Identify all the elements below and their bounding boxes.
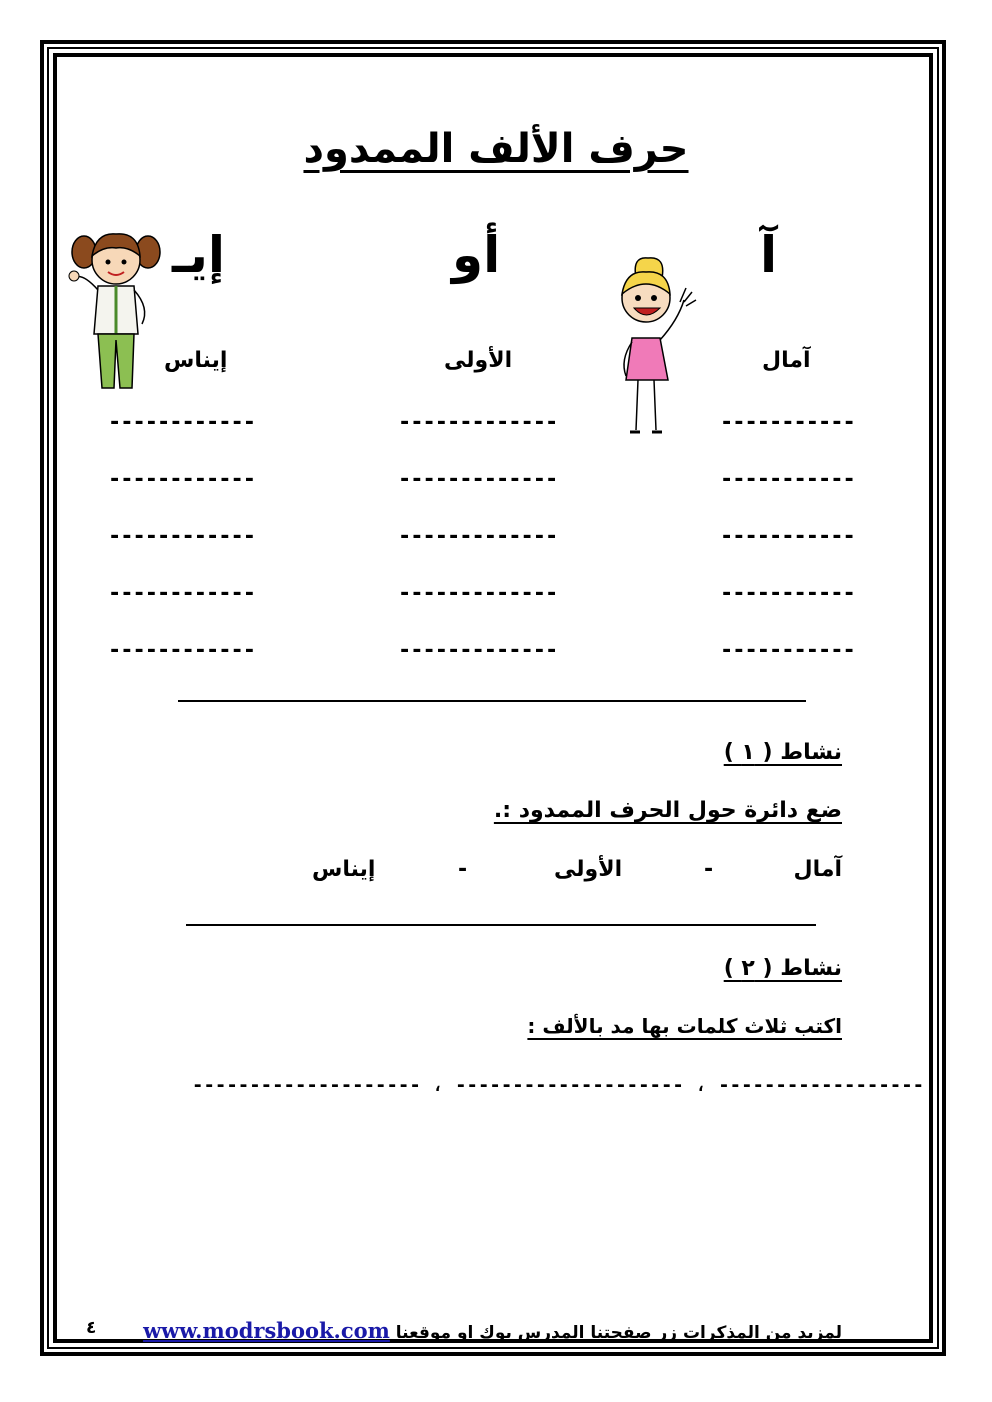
practice-line: ------------- (398, 638, 558, 663)
letter-alef-waw: أو (452, 226, 501, 284)
waving-girl-illustration (596, 250, 702, 440)
option-separator: - (704, 857, 714, 882)
practice-line: ------------- (398, 410, 558, 435)
letter-alef-madda: آ (760, 226, 778, 284)
practice-line: ------------ (108, 524, 255, 549)
activity-1-heading: نشاط ( ١ ) (723, 740, 842, 765)
section-divider (178, 700, 806, 702)
practice-line: ----------- (720, 638, 855, 663)
activity-2-instruction: اكتب ثلاث كلمات بها مد بالألف : (527, 1014, 842, 1038)
practice-line: ------------- (398, 467, 558, 492)
practice-line: ----------- (720, 467, 855, 492)
footer-note (143, 1318, 842, 1343)
practice-line: ------------ (108, 638, 255, 663)
option-separator: - (458, 857, 468, 882)
section-divider (186, 924, 816, 926)
page-number: ٤ (86, 1318, 97, 1338)
website-link[interactable]: www.modrsbook.com (143, 1318, 390, 1343)
option-inas[interactable]: إيناس (312, 857, 376, 882)
footer-text: لمزيد من المذكرات زر صفحتنا المدرس بوك او موقعنا (395, 1323, 842, 1343)
option-amal[interactable]: آمال (793, 857, 842, 882)
word-al-oula: الأولى (444, 348, 513, 373)
practice-line: ----------- (720, 524, 855, 549)
practice-line: ------------ (108, 410, 255, 435)
word-inas: إيناس (164, 348, 228, 373)
page-title: حرف الألف الممدود (303, 126, 689, 172)
girl-with-pigtails-illustration (62, 222, 166, 394)
practice-line: ------------- (398, 524, 558, 549)
letter-alef-ya: إيـ (172, 226, 226, 284)
activity-2-heading: نشاط ( ٢ ) (723, 956, 842, 981)
activity-1-instruction: ضع دائرة حول الحرف الممدود :. (493, 798, 842, 823)
word-amal: آمال (762, 348, 811, 373)
option-al-oula[interactable]: الأولى (554, 857, 623, 882)
practice-line: ----------- (720, 581, 855, 606)
practice-line: ------------ (108, 581, 255, 606)
practice-line: ----------- (720, 410, 855, 435)
practice-line: ------------ (108, 467, 255, 492)
answer-line[interactable]: -------------------- ، -------------------- ، ------------------ (192, 1074, 925, 1096)
practice-line: ------------- (398, 581, 558, 606)
